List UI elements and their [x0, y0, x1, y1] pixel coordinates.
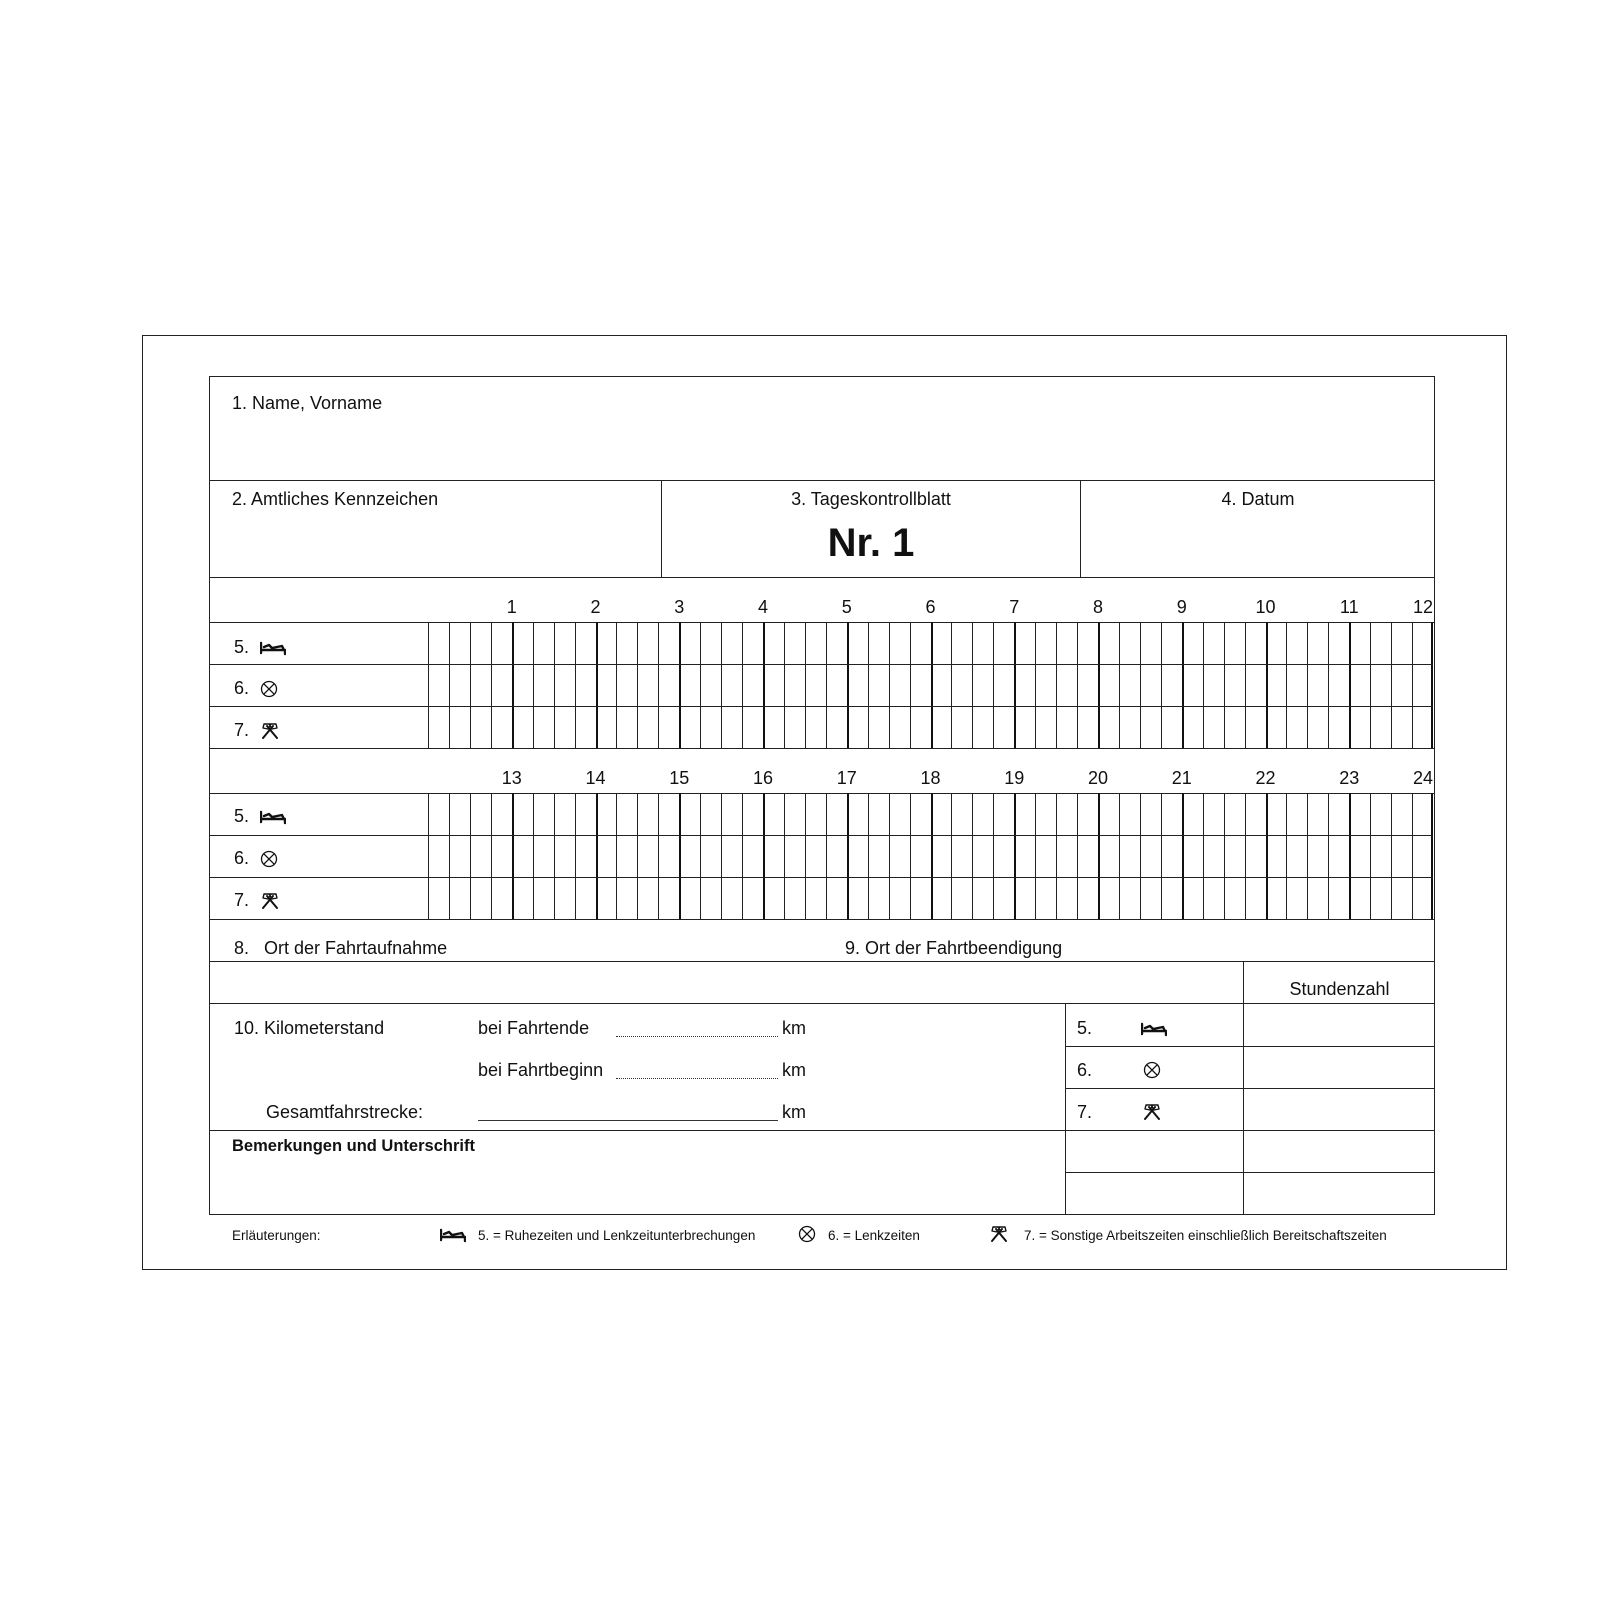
hour-label: 17: [836, 768, 857, 788]
grid-quarter-line: [1035, 793, 1036, 919]
hour-label: 12: [1412, 597, 1434, 617]
divider: [209, 664, 428, 665]
hours-rest-field[interactable]: [1246, 1006, 1432, 1044]
hour-label: 16: [752, 768, 774, 788]
grid-quarter-line: [1245, 793, 1246, 919]
hour-label: 19: [1004, 768, 1025, 788]
grid-hour-line: [763, 793, 765, 919]
grid-quarter-line: [993, 793, 994, 919]
grid-row-line: [428, 664, 1433, 665]
total-distance-field[interactable]: [478, 1120, 778, 1121]
hour-label: 6: [925, 597, 936, 617]
date-label: 4. Datum: [1221, 489, 1295, 509]
legend-other: 7. = Sonstige Arbeitszeiten einschließlich Bereitschaftszeiten: [1024, 1228, 1387, 1243]
grid-hour-line: [763, 622, 765, 748]
grid-quarter-line: [449, 793, 450, 919]
divider: [209, 577, 1435, 578]
grid-quarter-line: [575, 622, 576, 748]
grid-quarter-line: [972, 622, 973, 748]
odometer-start-label: bei Fahrtbeginn: [478, 1060, 604, 1080]
grid-quarter-line: [491, 793, 492, 919]
grid-quarter-line: [784, 622, 785, 748]
crossed-hammers-icon: [260, 722, 280, 740]
grid-quarter-line: [637, 793, 638, 919]
grid-quarter-line: [993, 622, 994, 748]
summary-row-number: 7.: [1077, 1102, 1093, 1122]
grid-quarter-line: [910, 622, 911, 748]
grid-hour-line: [1098, 793, 1100, 919]
hour-label: 8: [1092, 597, 1104, 617]
sheet-number: Nr. 1: [827, 521, 915, 565]
hour-label: 13: [501, 768, 522, 788]
grid-quarter-line: [1412, 793, 1413, 919]
grid-hour-line: [1266, 793, 1268, 919]
rest-bed-icon: [1141, 1021, 1167, 1037]
grid-quarter-line: [700, 622, 701, 748]
name-field[interactable]: [212, 420, 1432, 478]
grid-quarter-line: [491, 622, 492, 748]
grid-quarter-line: [449, 622, 450, 748]
grid-quarter-line: [1203, 793, 1204, 919]
grid-quarter-line: [1245, 622, 1246, 748]
start-location-label: 8. Ort der Fahrtaufnahme: [234, 938, 448, 958]
grid-row-label: [234, 678, 278, 698]
grid-quarter-line: [658, 622, 659, 748]
grid-quarter-line: [826, 622, 827, 748]
odometer-end-label: bei Fahrtende: [478, 1018, 590, 1038]
hour-label: 23: [1339, 768, 1360, 788]
steering-circle-x-icon: [260, 850, 278, 868]
grid-hour-line: [679, 622, 681, 748]
grid-quarter-line: [910, 793, 911, 919]
legend-driving: 6. = Lenkzeiten: [828, 1228, 920, 1243]
hour-label: 20: [1087, 768, 1109, 788]
row-number: 6.: [234, 848, 250, 868]
hour-label: 22: [1255, 768, 1276, 788]
hour-label: 21: [1171, 768, 1192, 788]
grid-quarter-line: [533, 622, 534, 748]
grid-quarter-line: [700, 793, 701, 919]
grid-hour-line: [1349, 793, 1351, 919]
grid-row-label: [234, 806, 286, 826]
grid-quarter-line: [742, 622, 743, 748]
divider: [1065, 1172, 1435, 1173]
grid-row-label: [234, 720, 280, 740]
grid-quarter-line: [721, 793, 722, 919]
hours-driving-field[interactable]: [1246, 1049, 1432, 1087]
hour-label: 2: [590, 597, 601, 617]
grid-quarter-line: [784, 793, 785, 919]
divider: [209, 1130, 1435, 1131]
hour-label: 4: [757, 597, 769, 617]
grid-quarter-line: [1391, 622, 1392, 748]
grid-quarter-line: [1370, 793, 1371, 919]
grid-quarter-line: [1328, 793, 1329, 919]
grid-quarter-line: [721, 622, 722, 748]
grid-hour-line: [512, 793, 514, 919]
divider: [209, 748, 1435, 749]
summary-row-number: 6.: [1077, 1060, 1093, 1080]
grid-hour-line: [596, 793, 598, 919]
unit-km: km: [782, 1060, 806, 1080]
grid-quarter-line: [805, 793, 806, 919]
grid-quarter-line: [889, 793, 890, 919]
grid-hour-line: [931, 793, 933, 919]
grid-hour-line: [1014, 793, 1016, 919]
crossed-hammers-icon: [989, 1225, 1009, 1243]
row-number: 5.: [234, 637, 250, 657]
hour-label: 3: [674, 597, 685, 617]
remarks-label: Bemerkungen und Unterschrift: [232, 1137, 475, 1155]
rest-bed-icon: [440, 1227, 466, 1243]
hour-label: 14: [585, 768, 606, 788]
grid-quarter-line: [470, 622, 471, 748]
grid-quarter-line: [1286, 622, 1287, 748]
divider: [209, 1003, 1435, 1004]
grid-row-line: [428, 706, 1433, 707]
grid-quarter-line: [1307, 793, 1308, 919]
grid-quarter-line: [868, 622, 869, 748]
grid-quarter-line: [951, 793, 952, 919]
grid-hour-line: [679, 793, 681, 919]
grid-quarter-line: [1077, 622, 1078, 748]
extra-cell[interactable]: [1246, 1175, 1432, 1212]
divider: [209, 919, 1435, 920]
grid-quarter-line: [1056, 793, 1057, 919]
divider: [1065, 1003, 1066, 1215]
grid-row-label: [234, 637, 286, 657]
steering-circle-x-icon: [260, 680, 278, 698]
hour-label: 10: [1255, 597, 1276, 617]
grid-hour-line: [1182, 793, 1184, 919]
odometer-end-field[interactable]: [616, 1036, 778, 1037]
grid-row-line: [428, 835, 1433, 836]
hour-label: 11: [1339, 597, 1359, 617]
grid-hour-line: [1349, 622, 1351, 748]
grid-quarter-line: [1161, 622, 1162, 748]
plate-label: 2. Amtliches Kennzeichen: [232, 489, 439, 509]
row-number: 6.: [234, 678, 250, 698]
grid-quarter-line: [1119, 793, 1120, 919]
grid-quarter-line: [575, 793, 576, 919]
hour-label: 7: [1009, 597, 1020, 617]
crossed-hammers-icon: [260, 892, 280, 910]
grid-hour-line: [1182, 622, 1184, 748]
odometer-title: 10. Kilometerstand: [234, 1018, 385, 1038]
grid-quarter-line: [554, 793, 555, 919]
odometer-start-field[interactable]: [616, 1078, 778, 1079]
grid-quarter-line: [742, 793, 743, 919]
row-number: 7.: [234, 890, 250, 910]
grid-hour-line: [931, 622, 933, 748]
grid-quarter-line: [658, 793, 659, 919]
steering-circle-x-icon: [1143, 1061, 1161, 1079]
sheet-label: 3. Tageskontrollblatt: [791, 489, 951, 509]
hours-total-header: Stundenzahl: [1289, 979, 1390, 999]
total-distance-label: Gesamtfahrstrecke:: [266, 1102, 424, 1122]
grid-quarter-line: [1140, 793, 1141, 919]
grid-quarter-line: [805, 622, 806, 748]
divider: [209, 706, 428, 707]
hour-label: 15: [669, 768, 690, 788]
grid-hour-line: [847, 622, 849, 748]
rest-bed-icon: [260, 640, 286, 656]
grid-quarter-line: [637, 622, 638, 748]
grid-quarter-line: [1391, 793, 1392, 919]
plate-field[interactable]: [212, 512, 658, 574]
grid-quarter-line: [889, 622, 890, 748]
grid-quarter-line: [533, 793, 534, 919]
grid-quarter-line: [1056, 622, 1057, 748]
grid-row-line: [428, 877, 1433, 878]
grid-hour-line: [1431, 793, 1433, 919]
grid-hour-line: [1098, 622, 1100, 748]
time-grid-am[interactable]: [428, 622, 1433, 748]
grid-quarter-line: [616, 793, 617, 919]
grid-quarter-line: [951, 622, 952, 748]
rest-bed-icon: [260, 809, 286, 825]
grid-quarter-line: [1035, 622, 1036, 748]
unit-km: km: [782, 1102, 806, 1122]
divider: [428, 622, 429, 748]
location-field[interactable]: [212, 964, 1240, 1000]
divider: [209, 835, 428, 836]
divider: [209, 961, 1435, 962]
remarks-field[interactable]: [212, 1158, 1062, 1212]
hour-label: 24: [1412, 768, 1434, 788]
hour-scale-bottom: [0, 768, 1600, 790]
grid-quarter-line: [1161, 793, 1162, 919]
time-grid-pm[interactable]: [428, 793, 1433, 919]
grid-quarter-line: [1307, 622, 1308, 748]
divider: [1065, 1088, 1435, 1089]
grid-quarter-line: [1140, 622, 1141, 748]
extra-cell[interactable]: [1246, 1133, 1432, 1170]
grid-quarter-line: [1077, 793, 1078, 919]
grid-quarter-line: [972, 793, 973, 919]
grid-quarter-line: [616, 622, 617, 748]
grid-quarter-line: [1203, 622, 1204, 748]
grid-hour-line: [1266, 622, 1268, 748]
grid-hour-line: [847, 793, 849, 919]
grid-hour-line: [512, 622, 514, 748]
grid-quarter-line: [1370, 622, 1371, 748]
grid-row-label: [234, 890, 280, 910]
grid-quarter-line: [1224, 622, 1225, 748]
grid-quarter-line: [554, 622, 555, 748]
hour-label: 1: [506, 597, 517, 617]
name-label: 1. Name, Vorname: [232, 393, 383, 413]
grid-quarter-line: [1119, 622, 1120, 748]
divider: [1065, 1046, 1435, 1047]
grid-quarter-line: [470, 793, 471, 919]
grid-quarter-line: [1286, 793, 1287, 919]
hour-scale-top: [0, 597, 1600, 619]
grid-row-label: [234, 848, 278, 868]
date-field[interactable]: [1084, 512, 1432, 574]
row-number: 7.: [234, 720, 250, 740]
grid-hour-line: [1431, 622, 1433, 748]
grid-quarter-line: [826, 793, 827, 919]
summary-row-number: 5.: [1077, 1018, 1093, 1038]
extra-cell[interactable]: [1068, 1133, 1240, 1170]
divider: [209, 480, 1435, 481]
legend-rest: 5. = Ruhezeiten und Lenkzeitunterbrechungen: [478, 1228, 756, 1243]
row-number: 5.: [234, 806, 250, 826]
grid-quarter-line: [868, 793, 869, 919]
grid-hour-line: [596, 622, 598, 748]
end-location-label: 9. Ort der Fahrtbeendigung: [845, 938, 1063, 958]
steering-circle-x-icon: [798, 1225, 816, 1243]
grid-quarter-line: [1412, 622, 1413, 748]
grid-hour-line: [1014, 622, 1016, 748]
hour-label: 9: [1176, 597, 1187, 617]
hour-label: 18: [920, 768, 941, 788]
extra-cell[interactable]: [1068, 1175, 1240, 1212]
divider: [428, 793, 429, 919]
legend-title: Erläuterungen:: [232, 1228, 321, 1243]
unit-km: km: [782, 1018, 806, 1038]
hours-other-field[interactable]: [1246, 1091, 1432, 1129]
crossed-hammers-icon: [1142, 1103, 1162, 1121]
grid-quarter-line: [1224, 793, 1225, 919]
divider: [209, 877, 428, 878]
hour-label: 5: [841, 597, 852, 617]
grid-quarter-line: [1328, 622, 1329, 748]
